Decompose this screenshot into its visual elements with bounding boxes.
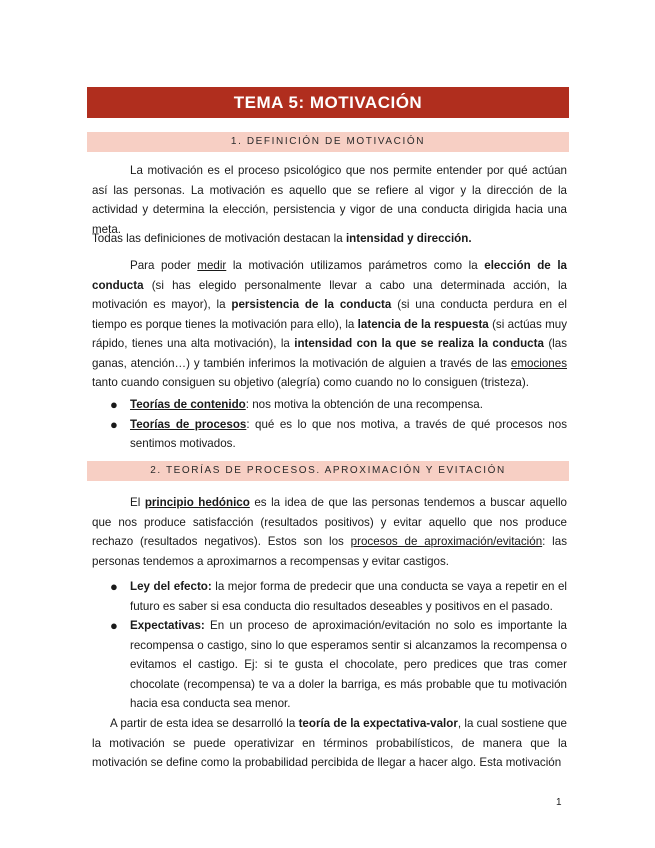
bold-underlined-term: Teorías de contenido bbox=[130, 398, 246, 411]
list-item bbox=[110, 415, 567, 454]
text: Todas las definiciones de motivación destacan la bbox=[92, 232, 346, 245]
paragraph-expectancy-value bbox=[92, 714, 567, 773]
text: (las ganas, atención…) y también inferimos la motivación de alguien a través de las bbox=[92, 337, 567, 370]
text: , la cual sostiene que la motivación se puede operativizar en términos probabilísticos, de manera que la motivación se define como la probabilidad percibida de llegar a hacer algo. Esta motivación bbox=[92, 717, 567, 769]
bold-text: persistencia de la conducta bbox=[231, 298, 392, 311]
text: : qué es lo que nos motiva, a través de qué procesos nos sentimos motivados. bbox=[130, 417, 567, 450]
text: A partir de esta idea se desarrolló la bbox=[110, 717, 299, 730]
bold-underlined-text: principio hedónico bbox=[144, 496, 250, 509]
bullet-icon: ● bbox=[110, 618, 118, 633]
section-heading-2: 2. TEORÍAS DE PROCESOS. APROXIMACIÓN Y EVITACIÓN bbox=[87, 461, 569, 481]
list-item bbox=[110, 395, 567, 415]
bullet-icon: ● bbox=[110, 579, 118, 594]
approach-avoidance-list bbox=[110, 577, 567, 714]
paragraph-definition: La motivación es el proceso psicológico que nos permite entender por qué actúan así las personas. La motivación es aquello que se refiere al vigor y la dirección de la actividad y determina la elección, persistencia y vigor de una conducta dirigida hacia una meta. bbox=[92, 164, 567, 236]
page-number: 1 bbox=[556, 797, 562, 808]
text: El bbox=[130, 496, 145, 509]
text: En un proceso de aproximación/evitación no solo es importante la recompensa o castigo, sino lo que esperamos sentir si alcanzamos la recompensa o evitamos el castigo. Ej: si te gusta el chocolate, pero predices que tras comer chocolate (recompensa) te va a doler la barriga, es más probable que tu motivación hacia esa conducta sea menor. bbox=[130, 619, 567, 710]
list-item bbox=[110, 577, 567, 616]
paragraph-hedonic-principle bbox=[92, 493, 567, 571]
text: (si actúas muy rápido, tienes una alta motivación), la bbox=[92, 317, 567, 350]
theory-types-list bbox=[110, 395, 567, 454]
bold-underlined-term: Teorías de procesos bbox=[130, 417, 247, 431]
text: la mejor forma de predecir que una conducta se vaya a repetir en el futuro es saber si esa conducta dio resultados deseables y positivos en el pasado. bbox=[130, 580, 568, 613]
bullet-icon: ● bbox=[110, 397, 118, 412]
text: la motivación utilizamos parámetros como la bbox=[226, 259, 485, 272]
section-heading-1: 1. DEFINICIÓN DE MOTIVACIÓN bbox=[87, 132, 569, 152]
bold-text: intensidad con la que se realiza la conducta bbox=[294, 337, 544, 350]
text: es la idea de que las personas tendemos a buscar aquello que nos produce satisfacción (resultados positivos) y evitar aquello que nos produce rechazo (resultados negativos). Estos son los bbox=[92, 496, 567, 548]
text: (si has elegido personalmente llevar a cabo una determinada acción, la motivación es mayor), la bbox=[92, 278, 567, 311]
bullet-icon: ● bbox=[110, 416, 118, 432]
text: (si una conducta perdura en el tiempo es porque tienes la motivación para ello), la bbox=[92, 298, 567, 331]
text: : las personas tendemos a aproximarnos a recompensas y evitar castigos. bbox=[92, 535, 567, 568]
list-item bbox=[110, 616, 567, 714]
underlined-text: medir bbox=[197, 259, 227, 272]
bold-text: latencia de la respuesta bbox=[357, 317, 489, 331]
paragraph-measurement bbox=[92, 256, 567, 393]
text: Para poder bbox=[130, 259, 198, 272]
underlined-text: procesos de aproximación/evitación bbox=[350, 535, 543, 548]
paragraph-definitions-summary bbox=[92, 229, 567, 249]
bold-term: Expectativas: bbox=[130, 619, 205, 632]
bold-text: teoría de la expectativa-valor bbox=[298, 717, 458, 730]
page-title: TEMA 5: MOTIVACIÓN bbox=[87, 87, 569, 118]
bold-text: intensidad y dirección. bbox=[345, 232, 472, 245]
text: : nos motiva la obtención de una recompensa. bbox=[245, 398, 483, 411]
text: tanto cuando consiguen su objetivo (alegría) como cuando no lo consiguen (tristeza). bbox=[92, 376, 529, 389]
bold-term: Ley del efecto: bbox=[130, 580, 212, 593]
underlined-text: emociones bbox=[510, 356, 567, 370]
bold-text: elección de la conducta bbox=[92, 259, 567, 292]
